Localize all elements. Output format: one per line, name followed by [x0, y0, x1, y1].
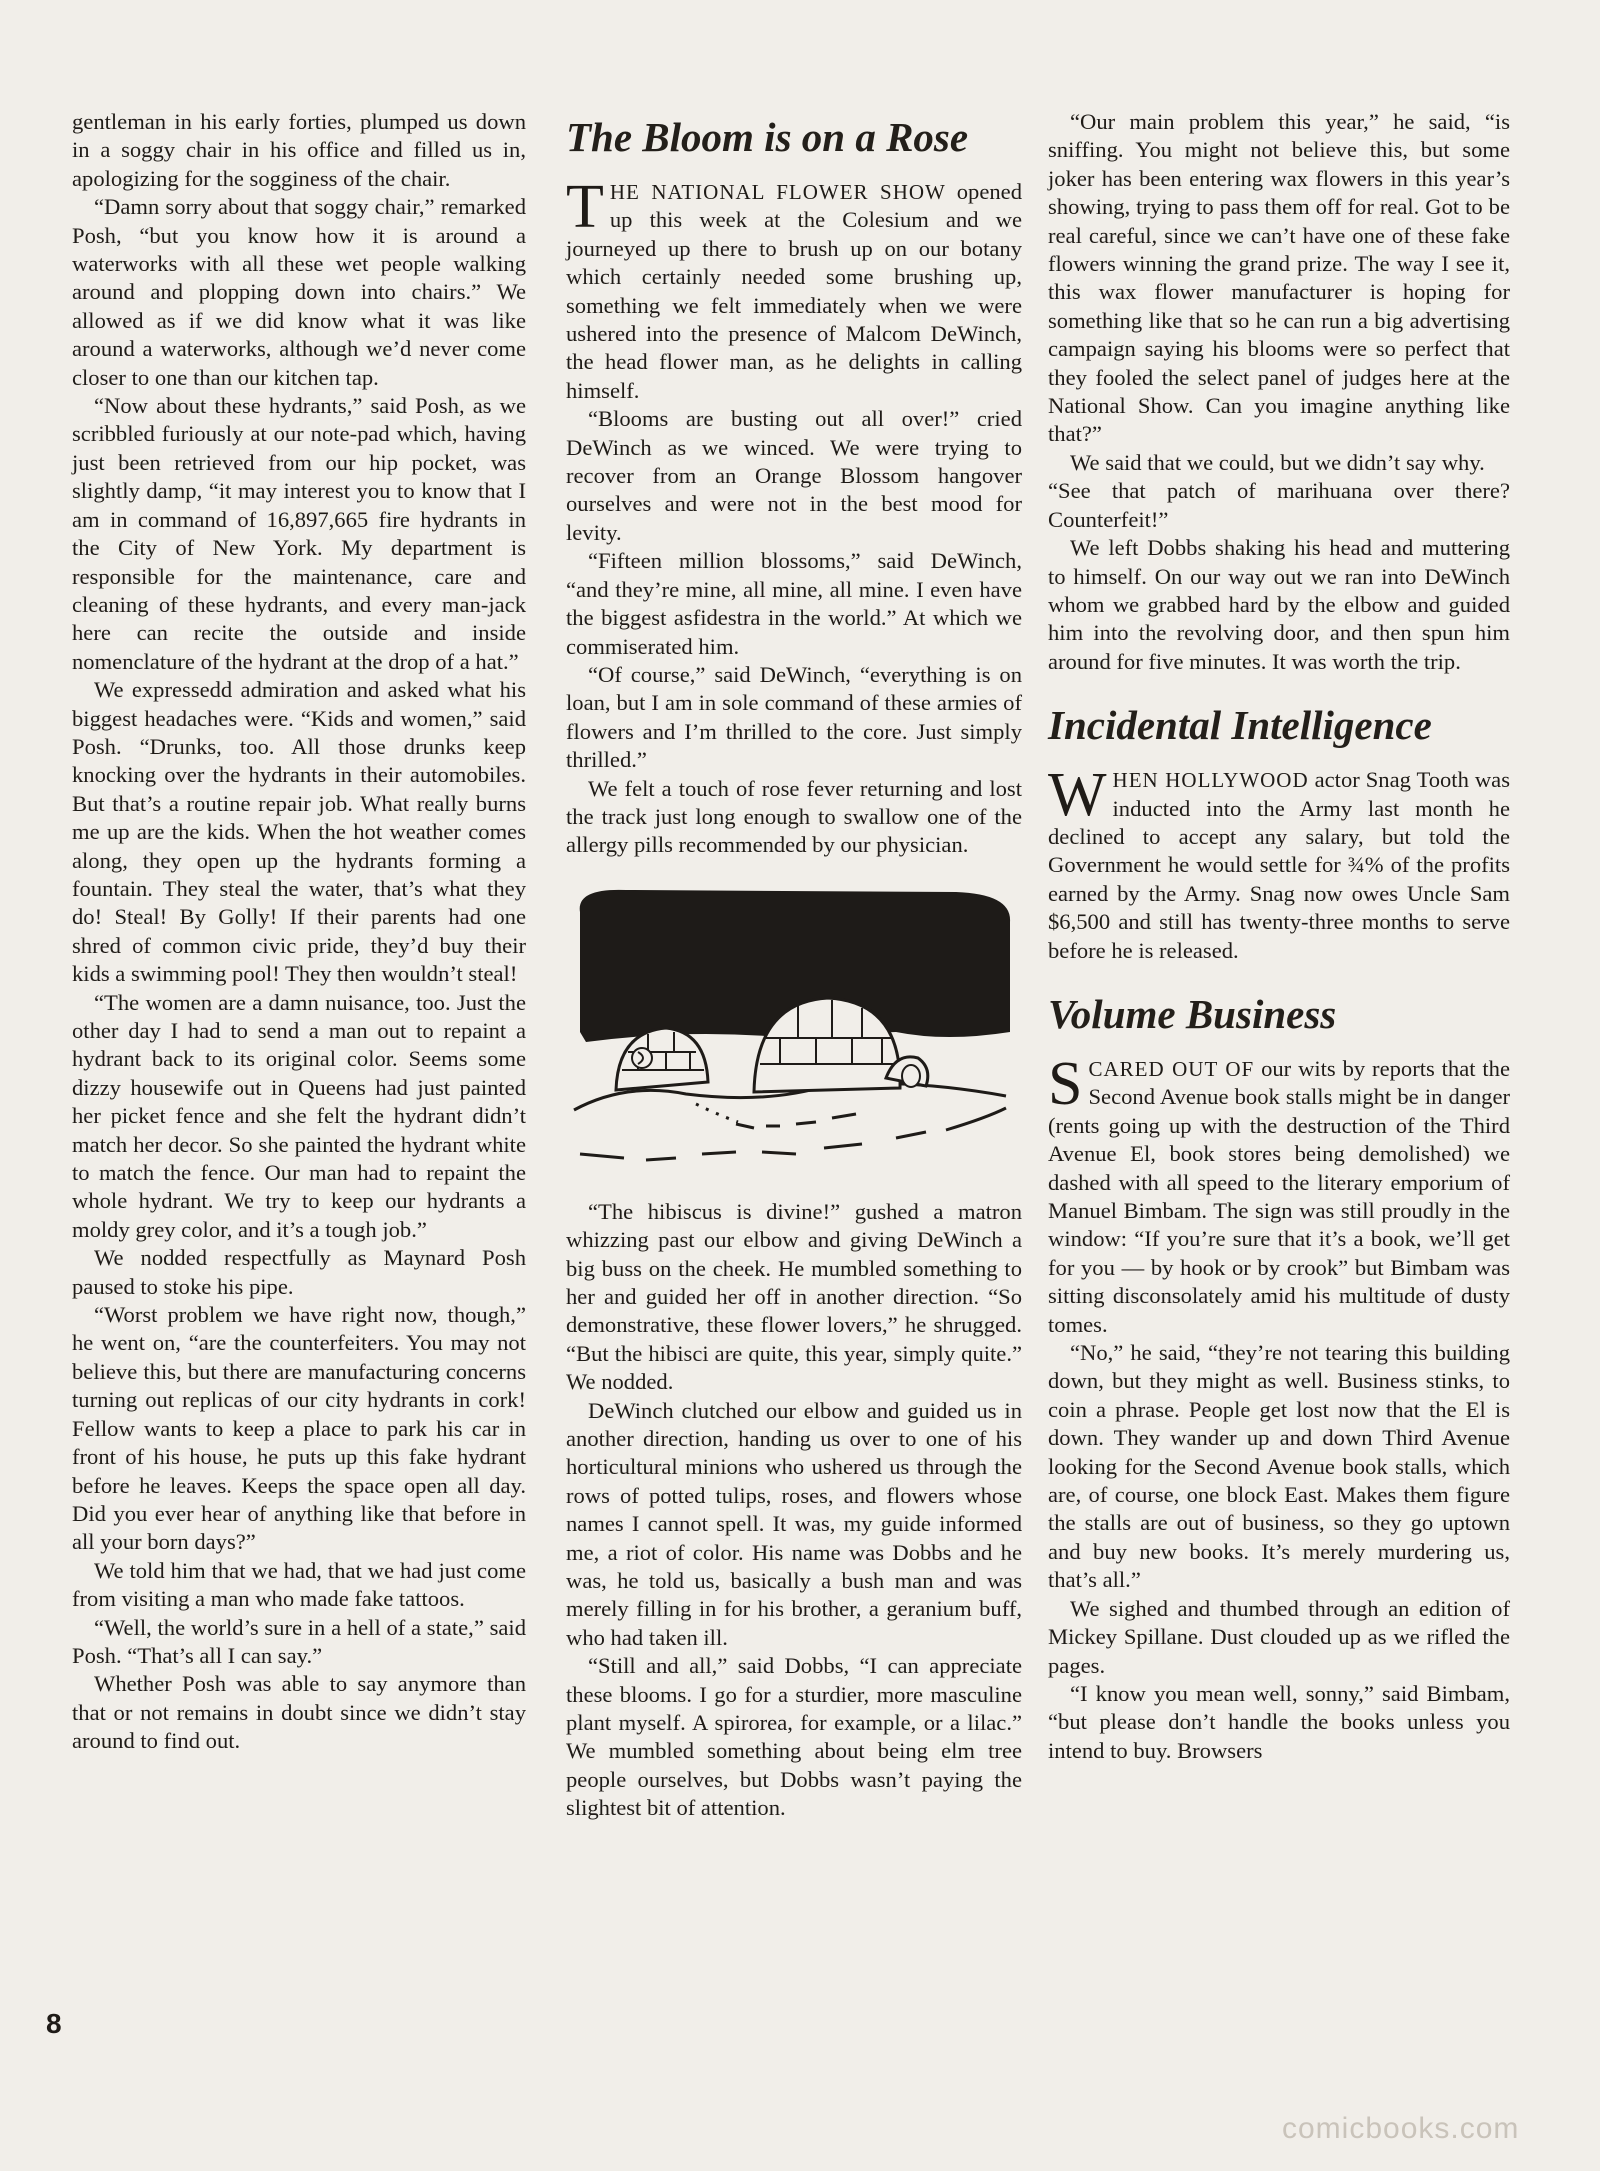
- igloo-cartoon: [566, 882, 1018, 1182]
- paragraph: “Well, the world’s sure in a hell of a state,” said Posh. “That’s all I can say.”: [72, 1614, 526, 1668]
- drop-cap: W: [1048, 761, 1107, 830]
- section-heading-incidental: Incidental Intelligence: [1048, 702, 1432, 749]
- lead-paragraph: [566, 173, 1022, 405]
- column-right: [1048, 108, 1510, 1765]
- paragraph: “Blooms are busting out all over!” cried DeWinch as we winced. We were trying to recover from an Orange Blossom hangover ourselves and were not in the best mood for levity.: [566, 406, 1022, 545]
- paragraph: gentleman in his early forties, plumped us down in a soggy chair in his office and filled us in, apologizing for the sogginess of the chair.: [72, 109, 526, 191]
- paragraph: We expressedd admiration and asked what his biggest headaches were. “Kids and women,” said Posh. “Drunks, too. All those drunks keep knocking over the hydrants in their automobiles. But that’s a routine repair job. What really burns me up are the kids. When the hot weather comes along, they open up the hydrants forming a fountain. They steal the water, that’s what they do! Steal! By Golly! If their parents had one shred of common civic pride, they’d buy their kids a swimming pool! They then wouldn’t steal!: [72, 677, 526, 987]
- lead-text: opened up this week at the Colesium and we journeyed up there to brush up on our botany which certainly needed some brushing up, something we felt immediately when we were ushered into the presence of Malcom DeWinch, the head flower man, as he delights in calling himself.: [566, 179, 1022, 403]
- column-middle: [566, 112, 1022, 1823]
- paragraph: “Still and all,” said Dobbs, “I can appreciate these blooms. I go for a sturdier, more masculine plant myself. A spirorea, for example, or a lilac.” We mumbled something about being elm tree people ourselves, but Dobbs wasn’t paying the slightest bit of attention.: [566, 1653, 1022, 1821]
- paragraph: DeWinch clutched our elbow and guided us in another direction, handing us over to one of his horticultural minions who ushered us through the rows of potted tulips, roses, and flowers whose names I cannot spell. It was, my guide informed me, a riot of color. His name was Dobbs and he was, he told us, basically a bush man and was merely filling in for his brother, a geranium buff, who had taken ill.: [566, 1397, 1022, 1650]
- lead-caps: HEN HOLLYWOOD: [1112, 768, 1309, 793]
- paragraph: We said that we could, but we didn’t say why.: [1070, 449, 1485, 475]
- lead-caps: HE NATIONAL FLOWER SHOW: [609, 180, 946, 204]
- watermark: comicbooks.com: [1282, 2112, 1520, 2145]
- lead-text: actor Snag Tooth was inducted into the Army last month he declined to accept any salary, but told the Government he would settle for ¾% of the profits earned by the Army. Snag now owes Uncle Sam $6,500 and still has twenty-three months to serve before he is released.: [1048, 767, 1510, 963]
- paragraph: “Now about these hydrants,” said Posh, as we scribbled furiously at our note-pad which, having just been retrieved from our hip pocket, was slightly damp, “it may interest you to know that I am in command of 16,897,665 fire hydrants in the City of New York. My department is responsible for the maintenance, care and cleaning of these hydrants, and every man-jack here can recite the outside and inside nomenclature of the hydrant at the drop of a hat.”: [72, 393, 526, 674]
- section-heading-bloom: The Bloom is on a Rose: [566, 114, 969, 160]
- lead-caps: CARED OUT OF: [1088, 1056, 1255, 1081]
- paragraph: “No,” he said, “they’re not tearing this building down, but they might as well. Business stinks, to coin a phrase. People get lost now that the El is down. They wander up and down Third Avenue looking for the Second Avenue book stalls, which are, of course, one block East. Makes them figure the stalls are out of business, so they go uptown and buy new books. It’s merely murdering us, that’s all.”: [1048, 1340, 1510, 1593]
- paragraph: We felt a touch of rose fever returning and lost the track just long enough to swallow one of the allergy pills recommended by our physician.: [566, 775, 1022, 858]
- paragraph: We told him that we had, that we had just come from visiting a man who made fake tattoos.: [72, 1557, 526, 1612]
- paragraph: We sighed and thumbed through an edition of Mickey Spillane. Dust clouded up as we rifled the pages.: [1048, 1595, 1510, 1678]
- section-heading-volume: Volume Business: [1048, 990, 1337, 1037]
- paragraph: “Fifteen million blossoms,” said DeWinch, “and they’re mine, all mine, all mine. I even have the biggest asfidestra in the world.” At which we commiserated him.: [566, 548, 1022, 659]
- lead-paragraph: [1048, 761, 1510, 965]
- paragraph: “See that patch of marihuana over there? Counterfeit!”: [1048, 478, 1510, 532]
- paragraph: Whether Posh was able to say anymore than that or not remains in doubt since we didn’t stay around to find out.: [72, 1671, 526, 1754]
- drop-cap: S: [1048, 1049, 1083, 1118]
- paragraph: “I know you mean well, sonny,” said Bimbam, “but please don’t handle the books unless you intend to buy. Browsers: [1048, 1680, 1510, 1763]
- paragraph: “The women are a damn nuisance, too. Just the other day I had to send a man out to repaint a hydrant back to its original color. Seems some dizzy housewife out in Queens had just painted her picket fence and she felt the hydrant didn’t match her decor. So she painted the hydrant white to match the fence. Our man had to repaint the whole hydrant. We try to keep our hydrants a moldy grey color, and it’s a tough job.”: [72, 989, 526, 1242]
- paragraph: We nodded respectfully as Maynard Posh paused to stoke his pipe.: [72, 1245, 526, 1299]
- lead-paragraph: [1048, 1049, 1510, 1339]
- paragraph: “Worst problem we have right now, though,” he went on, “are the counterfeiters. You may not believe this, but there are manufacturing concerns turning out replicas of our city hydrants in cork! Fellow wants to keep a place to park his car in front of his house, he puts up this fake hydrant before he leaves. Keeps the space open all day. Did you ever hear of anything like that before in all your born days?”: [72, 1302, 526, 1555]
- paragraph: “The hibiscus is divine!” gushed a matron whizzing past our elbow and giving DeWinch a big buss on the cheek. He mumbled something to her and guided her off in another direction. “So demonstrative, these flower lovers,” he shrugged. “But the hibisci are quite, this year, simply quite.” We nodded.: [566, 1198, 1022, 1395]
- page-number: 8: [46, 2008, 62, 2039]
- column-left: [72, 108, 526, 1756]
- paragraph: “Of course,” said DeWinch, “everything is on loan, but I am in sole command of these armies of flowers and I’m thrilled to the core. Just simply thrilled.”: [566, 661, 1022, 773]
- drop-cap: T: [566, 173, 604, 241]
- lead-text: our wits by reports that the Second Avenue book stalls might be in danger (rents going up with the destruction of the Third Avenue El, book stores being demolished) we dashed with all speed to the literary emporium of Manuel Bimbam. The sign was still proudly in the window: “If you’re sure that it’s a book, we’ll get for you — by hook or by crook” but Bimbam was sitting disconsolately amid his multitude of dusty tomes.: [1048, 1055, 1510, 1337]
- paragraph: We left Dobbs shaking his head and muttering to himself. On our way out we ran into DeWinch whom we grabbed hard by the elbow and guided him into the revolving door, and then spun him around for five minutes. It was worth the trip.: [1048, 535, 1510, 674]
- paragraph: “Damn sorry about that soggy chair,” remarked Posh, “but you know how it is around a waterworks with all these wet people walking around and plopping down into chairs.” We allowed as if we did know what it was like around a waterworks, although we’d never come closer to one than our kitchen tap.: [72, 194, 526, 390]
- paragraph: “Our main problem this year,” he said, “is sniffing. You might not believe this, but some joker has been entering wax flowers in this year’s showing, trying to pass them off for real. Got to be real careful, since we can’t have one of these fake flowers winning the grand prize. The way I see it, this wax flower manufacturer is hoping for something like that so he can run a big advertising campaign saying his blooms were so perfect that they fooled the select panel of judges here at the National Show. Can you imagine anything like that?”: [1048, 109, 1510, 447]
